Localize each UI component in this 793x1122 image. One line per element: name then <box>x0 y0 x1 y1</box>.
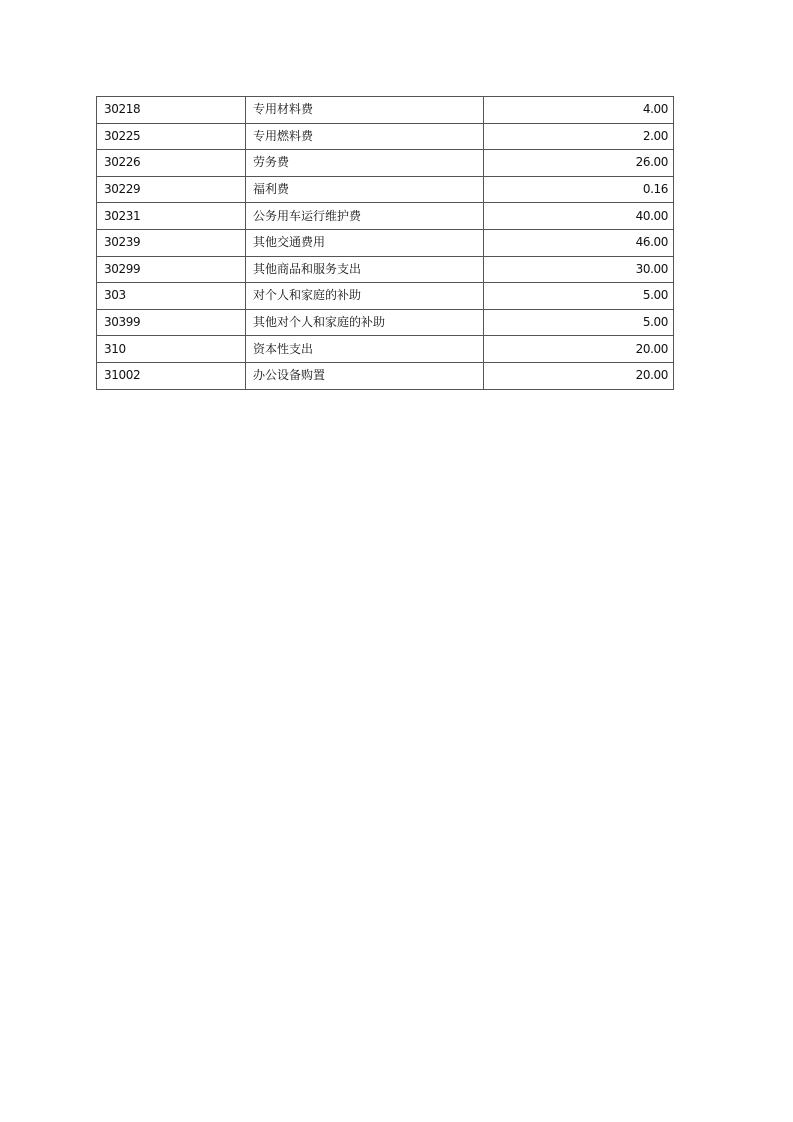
row-name: 劳务费 <box>246 150 484 177</box>
table-row <box>97 150 674 177</box>
row-amount: 40.00 <box>484 203 674 230</box>
table-row <box>97 336 674 363</box>
row-code: 30299 <box>97 256 246 283</box>
row-name: 对个人和家庭的补助 <box>246 283 484 310</box>
row-amount: 5.00 <box>484 309 674 336</box>
row-amount: 5.00 <box>484 283 674 310</box>
row-amount: 20.00 <box>484 362 674 389</box>
table-row <box>97 309 674 336</box>
budget-table <box>96 96 674 390</box>
row-name: 其他商品和服务支出 <box>246 256 484 283</box>
row-code: 310 <box>97 336 246 363</box>
row-name: 其他对个人和家庭的补助 <box>246 309 484 336</box>
row-name: 办公设备购置 <box>246 362 484 389</box>
row-name: 专用燃料费 <box>246 123 484 150</box>
row-amount: 20.00 <box>484 336 674 363</box>
table-row <box>97 229 674 256</box>
table-row <box>97 123 674 150</box>
row-amount: 4.00 <box>484 97 674 124</box>
row-name: 其他交通费用 <box>246 229 484 256</box>
row-code: 30399 <box>97 309 246 336</box>
row-code: 30225 <box>97 123 246 150</box>
row-amount: 46.00 <box>484 229 674 256</box>
row-amount: 30.00 <box>484 256 674 283</box>
table-row <box>97 203 674 230</box>
row-name: 福利费 <box>246 176 484 203</box>
row-name: 公务用车运行维护费 <box>246 203 484 230</box>
row-name: 资本性支出 <box>246 336 484 363</box>
row-code: 30226 <box>97 150 246 177</box>
row-code: 31002 <box>97 362 246 389</box>
table-row <box>97 176 674 203</box>
table-row <box>97 97 674 124</box>
row-code: 30239 <box>97 229 246 256</box>
row-amount: 26.00 <box>484 150 674 177</box>
row-amount: 0.16 <box>484 176 674 203</box>
table-row <box>97 362 674 389</box>
row-name: 专用材料费 <box>246 97 484 124</box>
row-code: 30218 <box>97 97 246 124</box>
table-row <box>97 283 674 310</box>
row-code: 30229 <box>97 176 246 203</box>
row-code: 30231 <box>97 203 246 230</box>
row-code: 303 <box>97 283 246 310</box>
table-row <box>97 256 674 283</box>
row-amount: 2.00 <box>484 123 674 150</box>
